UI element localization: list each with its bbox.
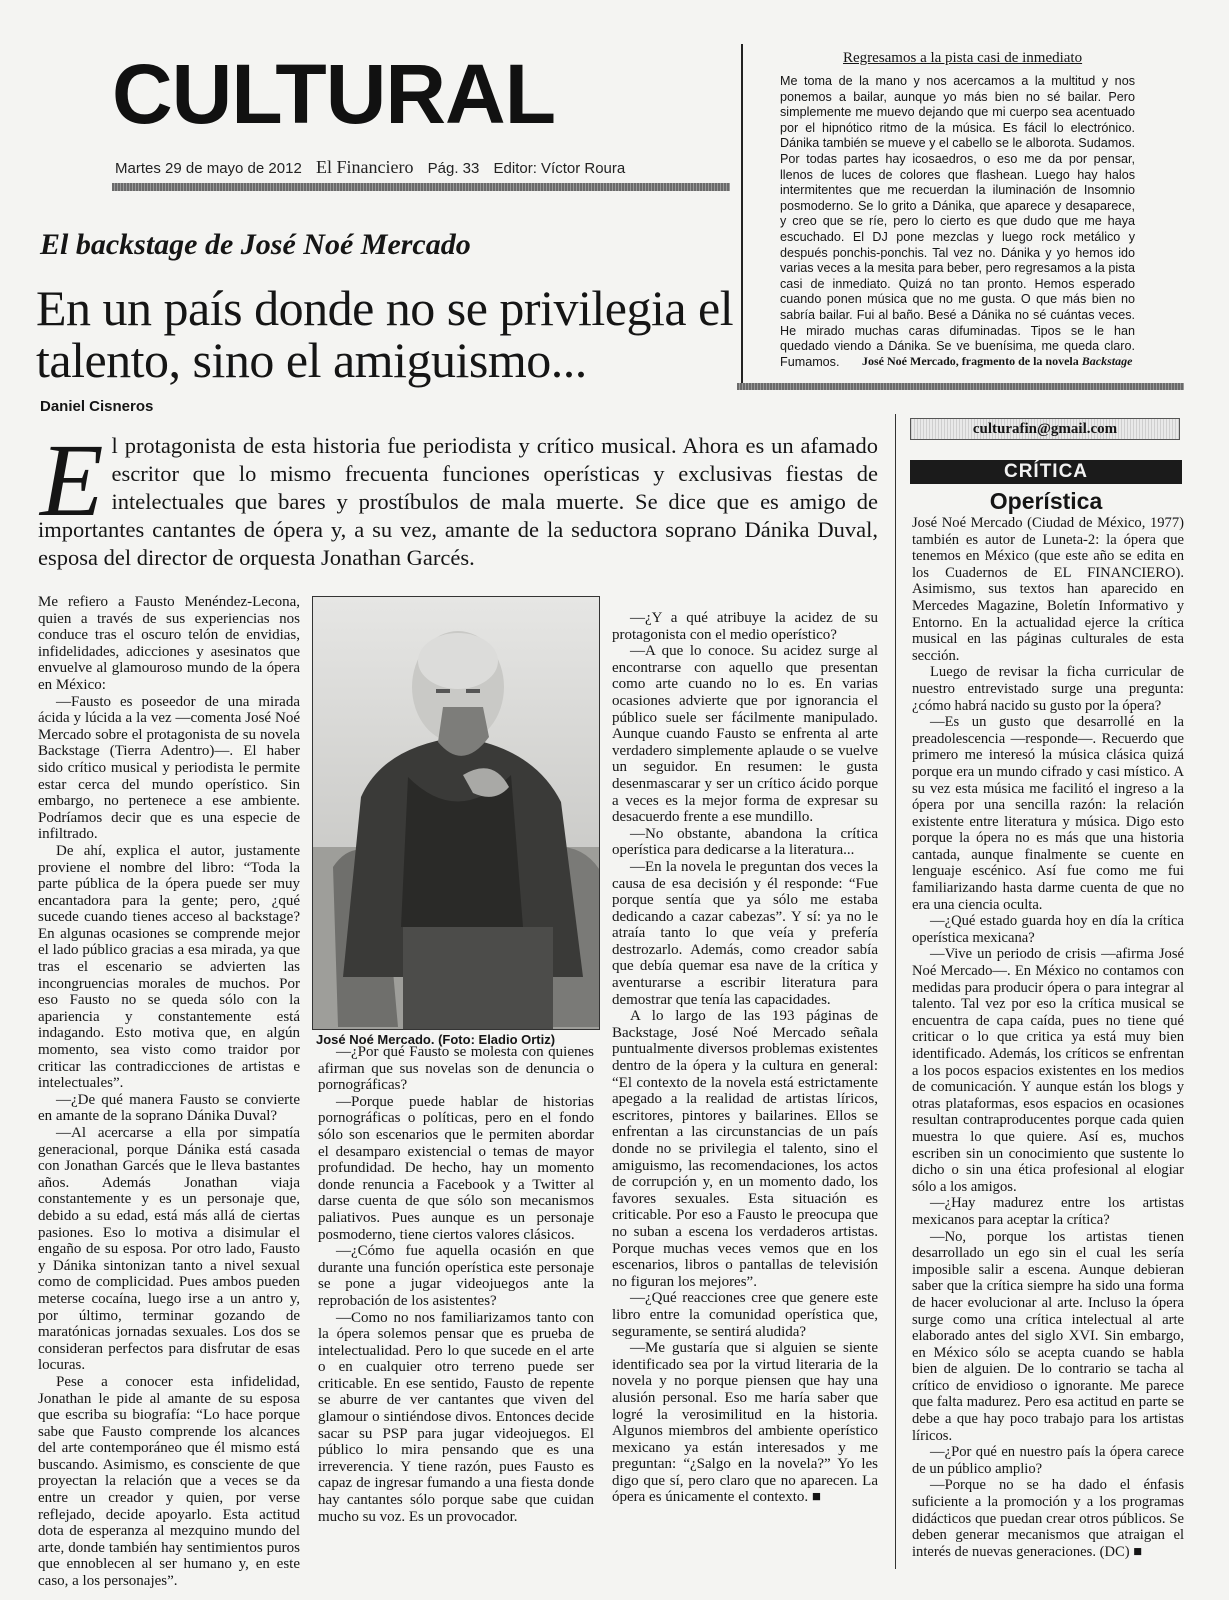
- article-column-1: [38, 594, 300, 1590]
- sidebar-column: [912, 515, 1184, 1560]
- paragraph: —No obstante, abandona la crítica operística para dedicarse a la literatura...: [612, 825, 878, 859]
- paragraph: —Vive un periodo de crisis —afirma José Noé Mercado—. En México no contamos con medidas para producir ópera o para integrar al talento. Tal vez por eso la crítica musical se encuentra de capa caída, pues no tiene qué criticar o lo que critica ya está muy bien identificado. Además, los críticos se enfrentan a los pocos espacios existentes en los medios de comunicación. Y aunque están los blogs y otras plataformas, esos espacios en ocasiones resultan contraproducentes porque cada quien muestra lo que quiere. Así es, muchos escriben sin un conocimiento que sustente lo dicho o sin una ética profesional al elogiar sólo a los amigos.: [912, 946, 1184, 1195]
- fragment-text: Me toma de la mano y nos acercamos a la multitud y nos ponemos a bailar, aunque yo más bien no sé bailar. Pero simplemente me muevo dejando que mi cuerpo sea acentuado por el hipnótico ritmo de la música. Es fácil lo electrónico. Dánika también se mueve y el cabello se le alborota. Sudamos. Por todas partes hay icosaedros, o eso me da por pensar, llenos de luces de colores que flashean. Luego hay halos intermitentes que me recuerdan la iluminación de Insomnio posmoderno. Se lo grito a Dánika, que aparece y desaparece, y creo que se ríe, pero lo cierto es que dudo que me haya escuchado. El DJ pone mezclas y luego rock metálico y después ponchis-ponchis. Tal vez no. Dánika y yo hemos ido varias veces a la mesita para beber, pero regresamos a la pista casi de inmediato. Quizá no tan pronto. Hemos esperado cuando ponen música que no me gusta. O que más bien no sabría bailar. Fui al baño. Besé a Dánika no sé cuántas veces. He mirado muchas caras difuminadas. Tipos se le han quedado viendo a Dánika. Se ve buenísima, me queda claro. Fumamos.: [780, 74, 1135, 369]
- fragment-credit: [862, 354, 1132, 369]
- paragraph: —¿De qué manera Fausto se convierte en amante de la soprano Dánika Duval?: [38, 1091, 300, 1125]
- article-lede: [38, 423, 878, 572]
- article-headline: En un país donde no se privilegia el talento, sino el amiguismo...: [36, 280, 734, 388]
- article-column-3: [612, 610, 878, 1506]
- article-column-2: [318, 1044, 594, 1525]
- paragraph: —Porque puede hablar de historias pornográficas o políticas, pero en el fondo sólo son escenarios que le permiten abordar el desamparo existencial o temas de mayor profundidad. De hecho, hay un momento donde renuncia a Facebook y a Twitter al darse cuenta de que sólo son mecanismos paliativos. Pues aunque es un personaje posmoderno, tiene ciertos valores clásicos.: [318, 1093, 594, 1243]
- paragraph: —¿Por qué en nuestro país la ópera carece de un público amplio?: [912, 1444, 1184, 1477]
- photo-caption: José Noé Mercado. (Foto: Eladio Ortiz): [316, 1032, 556, 1047]
- sidebar-rule: [895, 414, 896, 1569]
- paragraph: —Me gustaría que si alguien se siente identificado sea por la virtud literaria de la novela y no porque piensen que hay una alusión personal. Eso me haría saber que logré la verosimilitud en la historia. Algunos miembros del ambiente operístico mexicano ya están interesados y me preguntan: “¿Salgo en la novela?” Yo les digo que sí, pero claro que no aparecen. La ópera es únicamente el contexto. ■: [612, 1340, 878, 1506]
- paragraph: —¿Cómo fue aquella ocasión en que durante una función operística este personaje se pone a jugar videojuegos ante la reprobación de los asistentes?: [318, 1243, 594, 1309]
- paragraph: —¿Qué reacciones cree que genere este libro entre la comunidad operística que, seguramente, se sentirá aludida?: [612, 1290, 878, 1340]
- sidebar-label: CRÍTICA: [910, 460, 1182, 484]
- paragraph: —¿Y a qué atribuye la acidez de su protagonista con el medio operístico?: [612, 610, 878, 643]
- author-portrait-illustration: [313, 597, 600, 1030]
- paragraph: —¿Hay madurez entre los artistas mexicanos para aceptar la crítica?: [912, 1195, 1184, 1228]
- box-rule-vertical: [741, 44, 743, 389]
- lede-text: l protagonista de esta historia fue periodista y crítico musical. Ahora es un afamado escritor que lo mismo frecuenta funciones operísticas y exclusivas fiestas de intelectuales que bares y prostíbulos de mala muerte. Se dice que es amigo de importantes cantantes de ópera y, a su vez, amante de la seductora soprano Dánika Duval, esposa del director de orquesta Jonathan Garcés.: [38, 433, 878, 570]
- paragraph: —¿Qué estado guarda hoy en día la crítica operística mexicana?: [912, 913, 1184, 946]
- paragraph: —No, porque los artistas tienen desarrollado un ego sin el cual les sería imposible salir a escena. Aunque debieran saber que la crítica siempre ha sido una forma de hacer evolucionar al arte. Incluso la ópera surge como una crítica intelectual al arte elaborado antes del siglo XVI. Sin embargo, en México sólo se acepta cuando se habla bien de alguien. De lo contrario se tacha al crítico de envidioso o ignorante. Me parece que falta madurez. Pero esa actitud en parte se debe a que hay poco trabajo para los artistas líricos.: [912, 1228, 1184, 1444]
- paragraph: Luego de revisar la ficha curricular de nuestro entrevistado surge una pregunta: ¿cómo habrá nacido su gusto por la ópera?: [912, 664, 1184, 714]
- contact-email: culturafin@gmail.com: [910, 418, 1180, 440]
- drop-cap: E: [40, 423, 104, 538]
- paragraph: Pese a conocer esta infidelidad, Jonathan le pide al amante de su esposa que escriba su biografía: “Lo hace porque sabe que Fausto comprende los alcances del arte contemporáneo que él mismo está buscando. Asimismo, es consciente de que proyectan la relación que a veces se da entre un creador y quien, por verse reflejado, decide apoyarlo. Esta actitud dota de esperanza al mezquino mundo del arte, donde también hay sentimientos puros que ennoblecen al ser humano y, en este caso, a los personajes”.: [38, 1373, 300, 1590]
- header-rule: [112, 183, 730, 191]
- paragraph: —Como no nos familiarizamos tanto con la ópera solemos pensar que es prueba de intelectualidad. Pero lo que sucede en el arte o en cualquier otro terreno puede ser criticable. En ese sentido, Fausto de repente se aburre de ver cantantes que viven del glamour o sintiéndose divos. Entonces decide sacar su PSP para jugar videojuegos. El público lo mira pensando que es una irreverencia. Y tiene razón, pues Fausto es capaz de ingresar fumando a una fiesta donde hay cantantes sólo porque sabe que cuidan mucho su voz. Es un provocador.: [318, 1309, 594, 1525]
- paragraph: —A que lo conoce. Su acidez surge al encontrarse con aquello que presentan como arte cuando no lo es. En varias ocasiones advierte que por ignorancia el público suele ser fácilmente manipulado. Aunque cuando Fausto se enfrenta al arte verdadero simplemente aplaude o se vuelve un seguidor. En resumen: le gusta desenmascarar y ser un crítico ácido porque a veces es la mejor forma de expresar su desacuerdo frente a ese mundillo.: [612, 643, 878, 826]
- sidebar-title: Operística: [989, 488, 1103, 514]
- fragment-heading: Regresamos a la pista casi de inmediato: [843, 50, 1083, 66]
- paragraph: José Noé Mercado (Ciudad de México, 1977) también es autor de Luneta-2: la ópera que tenemos en México (que este año se edita en los Cuadernos de EL FINANCIERO). Asimismo, sus textos han aparecido en Mercedes Magazine, Boletín Informativo y Entorno. En la actualidad ejerce la crítica musical en las páginas culturales de esta sección.: [912, 515, 1184, 664]
- paragraph: —Es un gusto que desarrollé en la preadolescencia —responde—. Recuerdo que primero me interesó la música clásica quizá porque era un mundo cifrado y casi místico. A su vez esta música me facilitó el ingreso a la ópera por una sencilla razón: la relación existente entre literatura y música. Digo esto porque la ópera no es más que una historia cantada, aunque finalmente se cuente en lenguaje escénico. Así fue como me fui familiarizando hasta darme cuenta de que no era una ciencia oculta.: [912, 714, 1184, 913]
- box-rule-horizontal: [737, 383, 1184, 390]
- paragraph: A lo largo de las 193 páginas de Backstage, José Noé Mercado señala puntualmente diversos problemas existentes dentro de la ópera y la cultura en general: “El contexto de la novela está estrictamente apegado a la realidad de artistas líricos, escritores, pintores y bailarines. Ellos se enfrentan a las circunstancias de un país donde no se privilegia el talento, sino el amiguismo, las recomendaciones, los actos de corrupción y, en un momento dado, los favores sexuales. Esta situación es criticable. Por eso a Fausto le preocupa que no suban a escena los verdaderos artistas. Porque muchas veces vemos que en los escenarios, libros o pantallas de televisión no figuran los mejores”.: [612, 1008, 878, 1290]
- issue-meta: [115, 157, 635, 178]
- paragraph: —¿Por qué Fausto se molesta con quienes afirman que sus novelas son de denuncia o pornográficas?: [318, 1044, 594, 1094]
- paragraph: —Porque no se ha dado el énfasis suficiente a la promoción y a los programas didácticos que puedan crear otros públicos. Se deben generar mecanismos que atraigan el interés de nuevas generaciones. (DC) ■: [912, 1477, 1184, 1560]
- fragment-credit-text: José Noé Mercado, fragmento de la novela: [862, 354, 1079, 368]
- page-number: Pág. 33: [427, 160, 480, 177]
- editor-credit: Editor: Víctor Roura: [493, 160, 626, 177]
- section-title: CULTURAL: [112, 47, 556, 141]
- paragraph: Me refiero a Fausto Menéndez-Lecona, quien a través de sus experiencias nos conduce tras el oscuro telón de envidias, infidelidades, adicciones y asesinatos que envuelve al glamouroso mundo de la ópera en México:: [38, 594, 300, 693]
- issue-date: Martes 29 de mayo de 2012: [115, 160, 302, 177]
- fragment-credit-title: Backstage: [1081, 354, 1133, 368]
- paragraph: —En la novela le preguntan dos veces la causa de esa decisión y él responde: “Fue porque sentía que ya sólo me estaba dedicando a cazar cabezas”. Y sí: ya no le atraía tanto lo que veía y prefería destrozarlo. Además, como creador sabía que debía quemar esa nave de la crítica y aventurarse a escribir literatura para demostrar que tenía las capacidades.: [612, 858, 878, 1008]
- paragraph: —Fausto es poseedor de una mirada ácida y lúcida a la vez —comenta José Noé Mercado sobre el protagonista de su novela Backstage (Tierra Adentro)—. El haber sido crítico musical y periodista le permite estar cerca del mundo operístico. Sin embargo, no pertenece a ese ambiente. Podríamos decir que es una especie de infiltrado.: [38, 693, 300, 843]
- newspaper-name: El Financiero: [315, 157, 414, 177]
- author-photo: [312, 596, 600, 1030]
- article-byline: Daniel Cisneros: [40, 398, 154, 415]
- paragraph: —Al acercarse a ella por simpatía generacional, porque Dánika está casada con Jonathan Garcés que le lleva bastantes años. Además Jonathan viaja constantemente y es un personaje que, debido a su edad, está más allá de ciertas pasiones. Eso lo motiva a disimular el engaño de su esposa. Por otro lado, Fausto y Dánika sintonizan tanto a nivel sexual como de complicidad. Pues ambos pueden meterse cocaína, luego irse a un antro y, por último, terminar gozando de maratónicas jornadas sexuales. Los dos se consideran perfectos para disfrutar de esas locuras.: [38, 1125, 300, 1374]
- article-kicker: El backstage de José Noé Mercado: [40, 228, 471, 261]
- paragraph: De ahí, explica el autor, justamente proviene el nombre del libro: “Toda la parte pública de la ópera puede ser muy encantadora para la gente; pero, ¿qué sucede cuando tienes acceso al backstage? En algunas ocasiones se comprende mejor el lado público gracias a esa mirada, ya que tras el escenario se advierten las incongruencias morales de muchos. Por eso Fausto no se queda sólo con la apariencia y constantemente está indagando. Esto motiva que, en algún momento, sea visto como traidor por criticar las contradicciones de artistas e intelectuales”.: [38, 842, 300, 1092]
